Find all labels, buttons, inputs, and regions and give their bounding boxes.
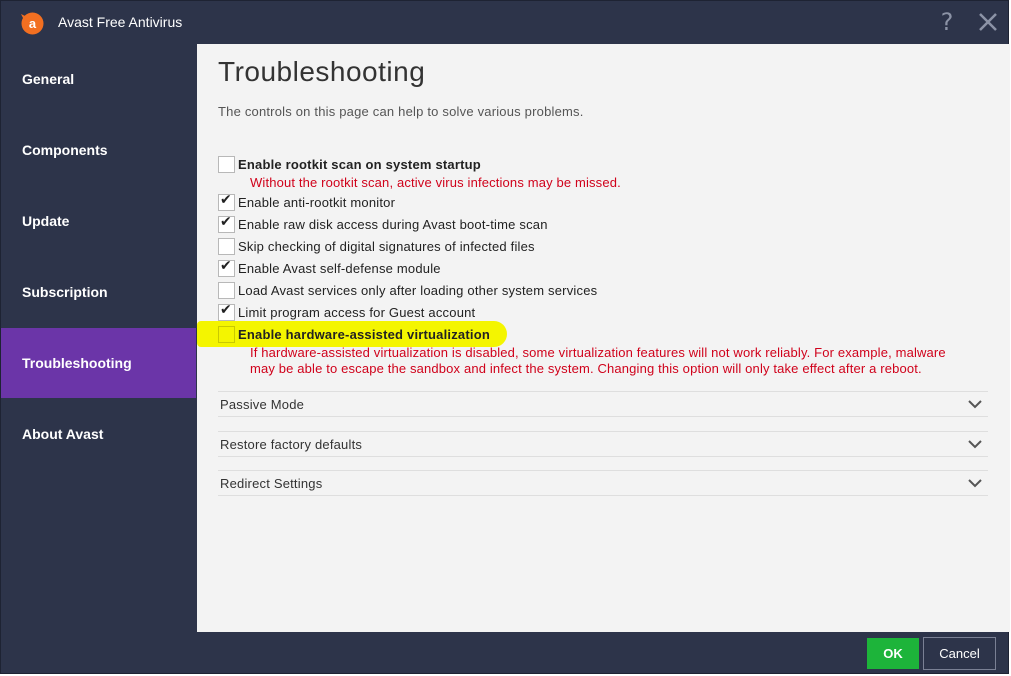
checkbox[interactable]: [218, 326, 235, 343]
section-passive-mode[interactable]: [218, 391, 988, 417]
option-label: Enable raw disk access during Avast boot-time scan: [238, 216, 548, 232]
section-redirect-settings[interactable]: [218, 470, 988, 496]
section-label: Redirect Settings: [220, 476, 323, 491]
rootkit-warning: Without the rootkit scan, active virus infections may be missed.: [250, 175, 621, 190]
sidebar-item-update[interactable]: Update: [22, 213, 70, 229]
option-raw-disk-access[interactable]: [218, 214, 548, 234]
avast-logo-icon: [19, 10, 44, 35]
check-icon: ✔: [220, 301, 232, 318]
option-rootkit-scan[interactable]: [218, 154, 481, 174]
sidebar: [1, 44, 196, 634]
option-load-services-later[interactable]: [218, 280, 597, 300]
check-icon: ✔: [220, 213, 232, 230]
checkbox[interactable]: [218, 301, 235, 321]
section-restore-factory-defaults[interactable]: [218, 431, 988, 457]
option-label: Limit program access for Guest account: [238, 304, 476, 320]
option-anti-rootkit-monitor[interactable]: [218, 192, 395, 212]
sidebar-item-general[interactable]: General: [22, 71, 75, 87]
app-title: Avast Free Antivirus: [58, 14, 183, 30]
option-label: Load Avast services only after loading other system services: [238, 282, 598, 298]
section-label: Passive Mode: [220, 397, 305, 412]
option-self-defense[interactable]: [218, 258, 441, 278]
title-bar: [1, 1, 1010, 44]
sidebar-item-troubleshooting[interactable]: Troubleshooting: [1, 328, 196, 398]
ok-button[interactable]: OK: [867, 638, 919, 669]
cancel-button[interactable]: Cancel: [923, 637, 996, 670]
option-limit-guest-access[interactable]: [218, 302, 475, 322]
page-title: Troubleshooting: [218, 56, 426, 87]
checkbox[interactable]: [218, 156, 235, 173]
option-label: Enable anti-rootkit monitor: [238, 194, 396, 210]
virtualization-warning-line-1: If hardware-assisted virtualization is disabled, some virtualization features will not work reliably. For example, malware: [250, 345, 946, 360]
checkbox[interactable]: [218, 282, 235, 299]
option-label: Enable hardware-assisted virtualization: [238, 326, 490, 342]
sidebar-item-subscription[interactable]: Subscription: [22, 284, 108, 300]
close-icon[interactable]: [976, 10, 1000, 34]
checkbox[interactable]: [218, 238, 235, 255]
settings-content: [197, 44, 1010, 632]
virtualization-warning-line-2: may be able to escape the sandbox and infect the system. Changing this option will only take effect after a reboot.: [250, 361, 922, 376]
option-label: Enable Avast self-defense module: [238, 260, 441, 276]
sidebar-item-about-avast[interactable]: About Avast: [22, 426, 104, 442]
chevron-down-icon: [968, 477, 982, 489]
chevron-down-icon: [968, 398, 982, 410]
check-icon: ✔: [220, 191, 232, 208]
section-label: Restore factory defaults: [220, 437, 363, 452]
chevron-down-icon: [968, 438, 982, 450]
option-label: Enable rootkit scan on system startup: [238, 156, 481, 172]
option-skip-signatures[interactable]: [218, 236, 535, 256]
svg-text:a: a: [28, 16, 37, 31]
help-button[interactable]: ?: [940, 8, 954, 36]
option-hardware-virtualization[interactable]: [218, 324, 490, 344]
sidebar-item-components[interactable]: Components: [22, 142, 108, 158]
page-description: The controls on this page can help to solve various problems.: [218, 104, 584, 119]
checkbox[interactable]: [218, 257, 235, 277]
checkbox[interactable]: [218, 213, 235, 233]
option-label: Skip checking of digital signatures of infected files: [238, 238, 535, 254]
check-icon: ✔: [220, 257, 232, 274]
checkbox[interactable]: [218, 191, 235, 211]
